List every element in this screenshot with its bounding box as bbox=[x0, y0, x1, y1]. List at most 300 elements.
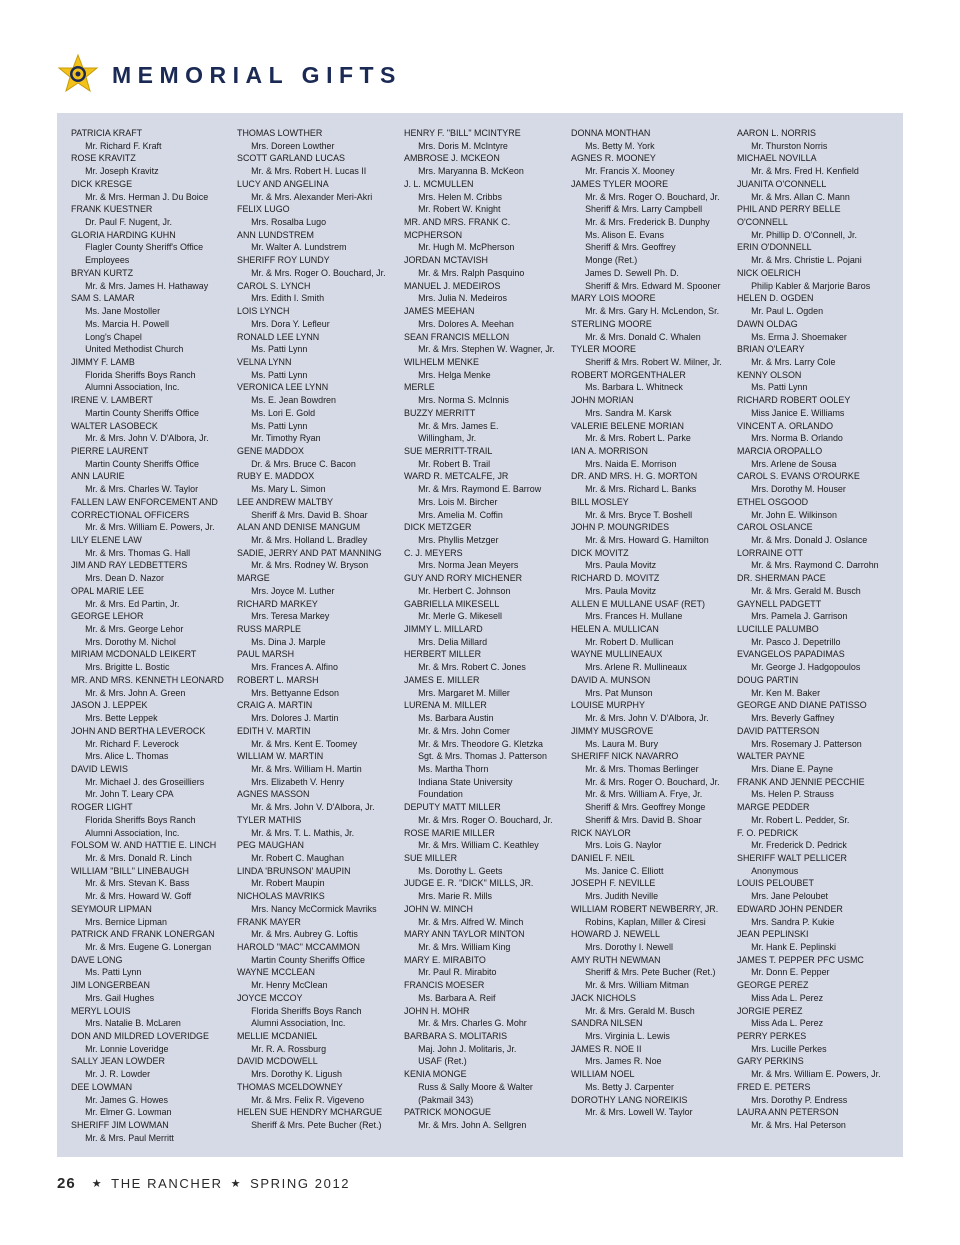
honoree-name: JEAN PEPLINSKI bbox=[737, 929, 809, 941]
donor-name: Ms. Marcia H. Powell bbox=[85, 318, 169, 330]
donor-name: Mr. & Mrs. Ed Partin, Jr. bbox=[85, 598, 180, 610]
donor-name: (Pakmail 343) bbox=[418, 1094, 474, 1106]
donor-name: Mrs. Dolores J. Martin bbox=[251, 713, 339, 725]
donor-name: Ms. Mary L. Simon bbox=[251, 484, 326, 496]
donor-name: Mrs. Lois M. Bircher bbox=[418, 496, 498, 508]
donor-name: Mrs. Edith I. Smith bbox=[251, 293, 325, 305]
donor-name: Mr. Herbert C. Johnson bbox=[418, 585, 511, 597]
honoree-name: JIM AND RAY LEDBETTERS bbox=[71, 560, 188, 572]
honoree-name: C. J. MEYERS bbox=[404, 547, 463, 559]
honoree-name: WILLIAM NOEL bbox=[571, 1069, 635, 1081]
donor-name: Mr. & Mrs. George Lehor bbox=[85, 624, 184, 636]
donor-name: Mr. & Mrs. Thomas Berlinger bbox=[585, 763, 699, 775]
honoree-name: HERBERT MILLER bbox=[404, 649, 482, 661]
honoree-name: PATRICIA KRAFT bbox=[71, 128, 143, 139]
honoree-name: OPAL MARIE LEE bbox=[71, 585, 144, 597]
donor-name: Mr. Elmer G. Lowman bbox=[85, 1107, 172, 1119]
honoree-name: JAMES TYLER MOORE bbox=[571, 178, 669, 190]
donor-name: Mr. & Mrs. Ralph Pasquino bbox=[418, 267, 525, 279]
donor-name: Anonymous bbox=[751, 865, 799, 877]
honoree-name: JOHN H. MOHR bbox=[404, 1005, 470, 1017]
honoree-name: SAM S. LAMAR bbox=[71, 293, 135, 305]
honoree-name: DAVID MCDOWELL bbox=[237, 1056, 318, 1068]
donor-name: Mrs. Dorothy I. Newell bbox=[585, 942, 673, 953]
honoree-name: MERLE bbox=[404, 382, 435, 394]
donor-name: Mr. & Mrs. Howard G. Hamilton bbox=[585, 535, 709, 546]
donor-name: Mrs. Beverly Gaffney bbox=[751, 713, 835, 725]
honoree-name: LOUIS PELOUBET bbox=[737, 878, 814, 890]
donor-name: Willingham, Jr. bbox=[418, 433, 477, 445]
honoree-name: JASON J. LEPPEK bbox=[71, 700, 148, 712]
honoree-name: ROGER LIGHT bbox=[71, 802, 133, 814]
donor-name: Mrs. Virginia L. Lewis bbox=[585, 1031, 670, 1043]
honoree-name: GENE MADDOX bbox=[237, 445, 304, 457]
honoree-name: SCOTT GARLAND LUCAS bbox=[237, 153, 346, 165]
donor-name: Mrs. Dolores A. Meehan bbox=[418, 318, 514, 330]
donor-name: Mr. & Mrs. John A. Green bbox=[85, 687, 186, 699]
honoree-name: SADIE, JERRY AND PAT MANNING bbox=[237, 547, 382, 559]
donor-name: Foundation bbox=[418, 789, 463, 801]
donor-name: Ms. E. Jean Bowdren bbox=[251, 395, 336, 407]
donor-name: Mrs. Brigitte L. Bostic bbox=[85, 662, 170, 674]
donor-name: Mr. & Mrs. William A. Frye, Jr. bbox=[585, 789, 703, 801]
donor-name: Dr. Paul F. Nugent, Jr. bbox=[85, 217, 172, 229]
page-number: 26 bbox=[57, 1174, 76, 1192]
separator-star-icon: ★ bbox=[91, 1177, 104, 1190]
donor-name: Mr. & Mrs. Raymond E. Barrow bbox=[418, 484, 542, 496]
honoree-name: PIERRE LAURENT bbox=[71, 445, 149, 457]
donor-name: Ms. Erma J. Shoemaker bbox=[751, 331, 847, 343]
donor-name: Mrs. Jane Peloubet bbox=[751, 891, 829, 903]
honoree-name: DEPUTY MATT MILLER bbox=[404, 802, 501, 814]
donor-name: Ms. Betty M. York bbox=[585, 140, 655, 152]
page-footer bbox=[57, 1173, 350, 1193]
donor-name: Mrs. Julia N. Medeiros bbox=[418, 293, 507, 305]
donor-name: Ms. Patti Lynn bbox=[251, 344, 308, 356]
donor-name: Mr. Phillip D. O'Connell, Jr. bbox=[751, 229, 858, 241]
honoree-name: PEG MAUGHAN bbox=[237, 840, 304, 852]
honoree-name: CRAIG A. MARTIN bbox=[237, 700, 313, 712]
donor-name: Mr. & Mrs. Alfred W. Minch bbox=[418, 916, 524, 928]
honoree-name: GLORIA HARDING KUHN bbox=[71, 229, 176, 241]
donor-name: Dr. & Mrs. Bruce C. Bacon bbox=[251, 458, 356, 470]
donor-name: Mr. & Mrs. Stephen W. Wagner, Jr. bbox=[418, 344, 555, 356]
donor-name: Sheriff & Mrs. Robert W. Milner, Jr. bbox=[585, 356, 722, 368]
donor-name: Ms. Dorothy L. Geets bbox=[418, 865, 503, 877]
donor-name: Mrs. Gail Hughes bbox=[85, 992, 155, 1004]
honoree-name: HOWARD J. NEWELL bbox=[571, 929, 660, 941]
honoree-name: STERLING MOORE bbox=[571, 318, 652, 330]
honoree-name: WARD R. METCALFE, JR bbox=[404, 471, 509, 483]
donor-name: Ms. Helen P. Strauss bbox=[751, 789, 834, 801]
honoree-name: MARY E. MIRABITO bbox=[404, 954, 486, 966]
donor-name: Martin County Sheriffs Office bbox=[85, 458, 199, 470]
honoree-name: KENNY OLSON bbox=[737, 369, 802, 381]
honoree-name: MARCIA OROPALLO bbox=[737, 445, 823, 457]
honoree-name: JIMMY L. MILLARD bbox=[404, 624, 483, 636]
memorial-column-5 bbox=[737, 128, 893, 1133]
honoree-name: F. O. PEDRICK bbox=[737, 827, 799, 839]
donor-name: Mrs. Amelia M. Coffin bbox=[418, 509, 503, 521]
donor-name: Mr. & Mrs. Robert H. Lucas II bbox=[251, 166, 367, 178]
donor-name: Long's Chapel bbox=[85, 331, 142, 343]
donor-name: Alumni Association, Inc. bbox=[85, 827, 180, 839]
donor-name: Mr. & Mrs. Charles W. Taylor bbox=[85, 484, 199, 496]
donor-name: Mr. & Mrs. Donald J. Oslance bbox=[751, 535, 868, 546]
honoree-name: MARY ANN TAYLOR MINTON bbox=[404, 929, 525, 941]
honoree-name: JUANITA O'CONNELL bbox=[737, 178, 827, 190]
honoree-name: EDWARD JOHN PENDER bbox=[737, 903, 843, 915]
donor-name: Mrs. Margaret M. Miller bbox=[418, 687, 510, 699]
donor-name: Mr. & Mrs. Howard W. Goff bbox=[85, 891, 192, 903]
honoree-name: RUBY E. MADDOX bbox=[237, 471, 315, 483]
honoree-name: WILHELM MENKE bbox=[404, 356, 479, 368]
honoree-name: VINCENT A. ORLANDO bbox=[737, 420, 834, 432]
donor-name: Mr. Paul L. Ogden bbox=[751, 306, 824, 318]
donor-name: Mr. & Mrs. Gerald M. Busch bbox=[751, 585, 861, 597]
honoree-name: LAURA ANN PETERSON bbox=[737, 1107, 839, 1119]
donor-name: Mrs. Doris M. McIntyre bbox=[418, 140, 508, 152]
donor-name: Mr. & Mrs. William E. Powers, Jr. bbox=[751, 1069, 881, 1081]
donor-name: Mrs. Frances A. Alfino bbox=[251, 662, 338, 674]
donor-name: Miss Ada L. Perez bbox=[751, 1018, 824, 1030]
honoree-name: MCPHERSON bbox=[404, 229, 463, 241]
donor-name: Mr. Pasco J. Depetrillo bbox=[751, 636, 841, 648]
honoree-name: BRYAN KURTZ bbox=[71, 267, 134, 279]
honoree-name: JAMES E. MILLER bbox=[404, 674, 480, 686]
donor-name: Mrs. Lucille Perkes bbox=[751, 1043, 827, 1055]
donor-name: Mr. & Mrs. William C. Keathley bbox=[418, 840, 539, 852]
honoree-name: FRANCIS MOESER bbox=[404, 980, 485, 992]
honoree-name: MARGE bbox=[237, 573, 270, 585]
donor-name: Mrs. Dora Y. Lefleur bbox=[251, 318, 330, 330]
donor-name: Russ & Sally Moore & Walter bbox=[418, 1081, 533, 1093]
honoree-name: FRED E. PETERS bbox=[737, 1081, 811, 1093]
donor-name: Sheriff & Mrs. Larry Campbell bbox=[585, 204, 703, 216]
donor-name: Ms. Martha Thorn bbox=[418, 763, 489, 775]
honoree-name: JIMMY F. LAMB bbox=[71, 356, 135, 368]
honoree-name: DONNA MONTHAN bbox=[571, 128, 651, 139]
honoree-name: HELEN D. OGDEN bbox=[737, 293, 814, 305]
honoree-name: WAYNE MULLINEAUX bbox=[571, 649, 663, 661]
honoree-name: LORRAINE OTT bbox=[737, 547, 803, 559]
honoree-name: O'CONNELL bbox=[737, 217, 788, 229]
donor-name: Mr. & Mrs. Fred H. Kenfield bbox=[751, 166, 859, 178]
donor-name: Mr. Robert L. Pedder, Sr. bbox=[751, 814, 850, 826]
donor-name: Mr. & Mrs. Herman J. Du Boice bbox=[85, 191, 209, 203]
donor-name: Mr. Hank E. Peplinski bbox=[751, 942, 836, 953]
donor-name: Mr. & Mrs. William H. Martin bbox=[251, 763, 362, 775]
honoree-name: JIMMY MUSGROVE bbox=[571, 725, 654, 737]
donor-name: Mr. & Mrs. William King bbox=[418, 942, 511, 953]
honoree-name: FELIX LUGO bbox=[237, 204, 290, 216]
donor-name: Mrs. Bettyanne Edson bbox=[251, 687, 339, 699]
donor-name: Mrs. Sandra M. Karsk bbox=[585, 407, 672, 419]
honoree-name: GAYNELL PADGETT bbox=[737, 598, 822, 610]
honoree-name: ROBERT L. MARSH bbox=[237, 674, 319, 686]
honoree-name: EVANGELOS PAPADIMAS bbox=[737, 649, 845, 661]
donor-name: Indiana State University bbox=[418, 776, 513, 788]
honoree-name: MERYL LOUIS bbox=[71, 1005, 131, 1017]
honoree-name: GUY AND RORY MICHENER bbox=[404, 573, 523, 585]
donor-name: Ms. Lori E. Gold bbox=[251, 407, 316, 419]
honoree-name: EDITH V. MARTIN bbox=[237, 725, 311, 737]
honoree-name: KENIA MONGE bbox=[404, 1069, 467, 1081]
donor-name: Mrs. Sandra P. Kukie bbox=[751, 916, 835, 928]
donor-name: Sgt. & Mrs. Thomas J. Patterson bbox=[418, 751, 547, 763]
donor-name: Mr. & Mrs. Eugene G. Lonergan bbox=[85, 942, 212, 953]
honoree-name: NICK OELRICH bbox=[737, 267, 801, 279]
donor-name: Mr. John E. Wilkinson bbox=[751, 509, 837, 521]
honoree-name: BARBARA S. MOLITARIS bbox=[404, 1031, 508, 1043]
donor-name: Maj. John J. Molitaris, Jr. bbox=[418, 1043, 517, 1055]
honoree-name: JOHN MORIAN bbox=[571, 395, 634, 407]
honoree-name: DR. SHERMAN PACE bbox=[737, 573, 826, 585]
donor-name: Mr. & Mrs. Theodore G. Kletzka bbox=[418, 738, 544, 750]
honoree-name: CAROL S. LYNCH bbox=[237, 280, 311, 292]
donor-name: Sheriff & Mrs. David B. Shoar bbox=[251, 509, 368, 521]
honoree-name: WILLIAM ROBERT NEWBERRY, JR. bbox=[571, 903, 719, 915]
donor-name: Mrs. Dorothy P. Endress bbox=[751, 1094, 848, 1106]
honoree-name: PERRY PERKES bbox=[737, 1031, 807, 1043]
honoree-name: WILLIAM "BILL" LINEBAUGH bbox=[71, 865, 190, 877]
donor-name: Ms. Barbara Austin bbox=[418, 713, 494, 725]
donor-name: Mr. Henry McClean bbox=[251, 980, 328, 992]
donor-name: Mrs. Norma S. McInnis bbox=[418, 395, 509, 407]
donor-name: Florida Sheriffs Boys Ranch bbox=[85, 369, 196, 381]
donor-name: Ms. Janice C. Elliott bbox=[585, 865, 664, 877]
donor-name: Martin County Sheriffs Office bbox=[85, 407, 199, 419]
honoree-name: WALTER PAYNE bbox=[737, 751, 805, 763]
donor-name: Ms. Patti Lynn bbox=[251, 369, 308, 381]
honoree-name: LUCILLE PALUMBO bbox=[737, 624, 819, 636]
honoree-name: IAN A. MORRISON bbox=[571, 445, 648, 457]
honoree-name: LINDA 'BRUNSON' MAUPIN bbox=[237, 865, 351, 877]
donor-name: Mr. & Mrs. Allan C. Mann bbox=[751, 191, 850, 203]
donor-name: Sheriff & Mrs. Pete Bucher (Ret.) bbox=[251, 1120, 382, 1132]
donor-name: Mrs. Teresa Markey bbox=[251, 611, 330, 623]
donor-name: Ms. Patti Lynn bbox=[85, 967, 142, 979]
honoree-name: HELEN SUE HENDRY MCHARGUE bbox=[237, 1107, 383, 1119]
donor-name: Alumni Association, Inc. bbox=[85, 382, 180, 394]
honoree-name: CAROL S. EVANS O'ROURKE bbox=[737, 471, 860, 483]
donor-name: Mrs. Pat Munson bbox=[585, 687, 653, 699]
honoree-name: GEORGE AND DIANE PATISSO bbox=[737, 700, 867, 712]
honoree-name: GEORGE PEREZ bbox=[737, 980, 809, 992]
donor-name: Mr. Richard F. Leverock bbox=[85, 738, 179, 750]
honoree-name: GABRIELLA MIKESELL bbox=[404, 598, 500, 610]
honoree-name: DAVID LEWIS bbox=[71, 763, 128, 775]
donor-name: Philip Kabler & Marjorie Baros bbox=[751, 280, 871, 292]
donor-name: Mr. Robert C. Maughan bbox=[251, 852, 344, 864]
donor-name: Mr. Walter A. Lundstrem bbox=[251, 242, 347, 254]
donor-name: Mr. & Mrs. Richard L. Banks bbox=[585, 484, 697, 496]
donor-name: Mr. & Mrs. Felix R. Vigeveno bbox=[251, 1094, 365, 1106]
donor-name: Mrs. Helen M. Cribbs bbox=[418, 191, 502, 203]
donor-name: Mrs. Elizabeth V. Henry bbox=[251, 776, 345, 788]
donor-name: Mrs. Naida E. Morrison bbox=[585, 458, 677, 470]
honoree-name: JOHN P. MOUNGRIDES bbox=[571, 522, 670, 534]
donor-name: Mr. John T. Leary CPA bbox=[85, 789, 174, 801]
honoree-name: DR. AND MRS. H. G. MORTON bbox=[571, 471, 698, 483]
honoree-name: DAVID PATTERSON bbox=[737, 725, 820, 737]
honoree-name: AGNES MASSON bbox=[237, 789, 310, 801]
honoree-name: MR. AND MRS. KENNETH LEONARD bbox=[71, 674, 224, 686]
donor-name: Mr. Hugh M. McPherson bbox=[418, 242, 515, 254]
donor-name: Robins, Kaplan, Miller & Ciresi bbox=[585, 916, 706, 928]
honoree-name: FRANK AND JENNIE PECCHIE bbox=[737, 776, 865, 788]
donor-name: Mr. & Mrs. Robert L. Parke bbox=[585, 433, 691, 445]
honoree-name: HENRY F. "BILL" MCINTYRE bbox=[404, 128, 521, 139]
honoree-name: LUCY AND ANGELINA bbox=[237, 178, 329, 190]
honoree-name: JAMES MEEHAN bbox=[404, 306, 475, 318]
honoree-name: JUDGE E. R. "DICK" MILLS, JR. bbox=[404, 878, 534, 890]
honoree-name: LURENA M. MILLER bbox=[404, 700, 487, 712]
honoree-name: ROBERT MORGENTHALER bbox=[571, 369, 686, 381]
honoree-name: DANIEL F. NEIL bbox=[571, 852, 635, 864]
donor-name: Mrs. Arlene de Sousa bbox=[751, 458, 837, 470]
honoree-name: MELLIE MCDANIEL bbox=[237, 1031, 318, 1043]
donor-name: Mr. & Mrs. Hal Peterson bbox=[751, 1120, 846, 1132]
donor-name: Mr. J. R. Lowder bbox=[85, 1069, 151, 1081]
honoree-name: BRIAN O'LEARY bbox=[737, 344, 805, 356]
donor-name: Mr. & Mrs. Donald C. Whalen bbox=[585, 331, 701, 343]
donor-name: Ms. Patti Lynn bbox=[251, 420, 308, 432]
honoree-name: MARGE PEDDER bbox=[737, 802, 810, 814]
donor-name: Flagler County Sheriff's Office bbox=[85, 242, 204, 254]
honoree-name: GEORGE LEHOR bbox=[71, 611, 144, 623]
donor-name: Mr. Timothy Ryan bbox=[251, 433, 321, 445]
donor-name: Mrs. Bette Leppek bbox=[85, 713, 158, 725]
donor-name: Florida Sheriffs Boys Ranch bbox=[85, 814, 196, 826]
donor-name: Mr. Frederick D. Pedrick bbox=[751, 840, 847, 852]
honoree-name: RICK NAYLOR bbox=[571, 827, 631, 839]
honoree-name: JORDAN MCTAVISH bbox=[404, 255, 489, 267]
donor-name: Mr. Robert B. Trail bbox=[418, 458, 491, 470]
honoree-name: RONALD LEE LYNN bbox=[237, 331, 320, 343]
donor-name: Mrs. Helga Menke bbox=[418, 369, 491, 381]
honoree-name: WALTER LASOBECK bbox=[71, 420, 158, 432]
donor-name: Mr. & Mrs. Raymond C. Darrohn bbox=[751, 560, 879, 572]
honoree-name: NICHOLAS MAVRIKS bbox=[237, 891, 325, 903]
honoree-name: DOROTHY LANG NOREIKIS bbox=[571, 1094, 688, 1106]
donor-name: Sheriff & Mrs. Edward M. Spooner bbox=[585, 280, 721, 292]
sheriff-star-icon bbox=[56, 53, 100, 97]
honoree-name: MANUEL J. MEDEIROS bbox=[404, 280, 501, 292]
page-header bbox=[56, 54, 402, 96]
honoree-name: JACK NICHOLS bbox=[571, 992, 637, 1004]
donor-name: Mrs. Maryanna B. McKeon bbox=[418, 166, 524, 178]
donor-name: Mr. & Mrs. Roger O. Bouchard, Jr. bbox=[251, 267, 386, 279]
honoree-name: DICK MOVITZ bbox=[571, 547, 629, 559]
honoree-name: BILL MOSLEY bbox=[571, 496, 629, 508]
donor-name: Mr. & Mrs. John V. D'Albora, Jr. bbox=[585, 713, 709, 725]
honoree-name: LOIS LYNCH bbox=[237, 306, 290, 318]
honoree-name: WILLIAM W. MARTIN bbox=[237, 751, 324, 763]
honoree-name: JOYCE MCCOY bbox=[237, 992, 303, 1004]
donor-name: Mrs. Dorothy M. Nichol bbox=[85, 636, 176, 648]
honoree-name: AARON L. NORRIS bbox=[737, 128, 816, 139]
separator-star-icon: ★ bbox=[230, 1177, 243, 1190]
donor-name: Mrs. Doreen Lowther bbox=[251, 140, 335, 152]
donor-name: Mr. R. A. Rossburg bbox=[251, 1043, 327, 1055]
donor-name: Mr. & Mrs. William Mitman bbox=[585, 980, 689, 992]
honoree-name: DOUG PARTIN bbox=[737, 674, 799, 686]
donor-name: Mr. & Mrs. Bryce T. Boshell bbox=[585, 509, 693, 521]
donor-name: Mrs. Arlene R. Mullineaux bbox=[585, 662, 687, 674]
donor-name: Sheriff & Mrs. Geoffrey Monge bbox=[585, 802, 706, 814]
honoree-name: HELEN A. MULLICAN bbox=[571, 624, 659, 636]
memorial-column-4 bbox=[571, 128, 727, 1120]
honoree-name: SEAN FRANCIS MELLON bbox=[404, 331, 510, 343]
donor-name: Mr. & Mrs. Gerald M. Busch bbox=[585, 1005, 695, 1017]
honoree-name: SEYMOUR LIPMAN bbox=[71, 903, 152, 915]
honoree-name: GARY PERKINS bbox=[737, 1056, 804, 1068]
donor-name: Mrs. Phyllis Metzger bbox=[418, 535, 499, 546]
donor-name: Mrs. Natalie B. McLaren bbox=[85, 1018, 181, 1030]
honoree-name: FRANK MAYER bbox=[237, 916, 301, 928]
honoree-name: TYLER MATHIS bbox=[237, 814, 302, 826]
donor-name: Mr. & Mrs. Robert C. Jones bbox=[418, 662, 526, 674]
donor-name: Ms. Barbara A. Reif bbox=[418, 992, 496, 1004]
donor-name: Mr. & Mrs. T. L. Mathis, Jr. bbox=[251, 827, 355, 839]
honoree-name: PHIL AND PERRY BELLE bbox=[737, 204, 841, 216]
donor-name: Sheriff & Mrs. David B. Shoar bbox=[585, 814, 702, 826]
donor-name: Mrs. Frances H. Mullane bbox=[585, 611, 683, 623]
donor-name: USAF (Ret.) bbox=[418, 1056, 467, 1068]
memorial-column-2 bbox=[237, 128, 393, 1133]
honoree-name: RICHARD ROBERT OOLEY bbox=[737, 395, 851, 407]
honoree-name: DAWN OLDAG bbox=[737, 318, 798, 330]
honoree-name: SHERIFF NICK NAVARRO bbox=[571, 751, 679, 763]
donor-name: Mr. Michael J. des Groseilliers bbox=[85, 776, 205, 788]
donor-name: Sheriff & Mrs. Pete Bucher (Ret.) bbox=[585, 967, 716, 979]
honoree-name: AGNES R. MOONEY bbox=[571, 153, 656, 165]
memorial-column-1 bbox=[71, 128, 227, 1146]
honoree-name: ALLEN E MULLANE USAF (RET) bbox=[571, 598, 705, 610]
honoree-name: JAMES R. NOE II bbox=[571, 1043, 642, 1055]
donor-name: Mr. & Mrs. William E. Powers, Jr. bbox=[85, 522, 215, 534]
honoree-name: AMBROSE J. MCKEON bbox=[404, 153, 500, 165]
donor-name: Mr. Paul R. Mirabito bbox=[418, 967, 497, 979]
donor-name: Mrs. Alice L. Thomas bbox=[85, 751, 169, 763]
page-title: MEMORIAL GIFTS bbox=[112, 61, 402, 88]
donor-name: Mr. Joseph Kravitz bbox=[85, 166, 159, 178]
donor-name: Mr. Richard F. Kraft bbox=[85, 140, 162, 152]
honoree-name: FRANK KUESTNER bbox=[71, 204, 153, 216]
donor-name: Mrs. Rosemary J. Patterson bbox=[751, 738, 862, 750]
donor-name: Mr. Lonnie Loveridge bbox=[85, 1043, 169, 1055]
donor-name: Mr. & Mrs. Gary H. McLendon, Sr. bbox=[585, 306, 720, 318]
donor-name: Mr. Robert D. Mullican bbox=[585, 636, 674, 648]
donor-name: Mr. & Mrs. Frederick B. Dunphy bbox=[585, 217, 710, 229]
donor-name: Mrs. James R. Noe bbox=[585, 1056, 662, 1068]
donor-name: Mr. & Mrs. Rodney W. Bryson bbox=[251, 560, 369, 572]
honoree-name: PAUL MARSH bbox=[237, 649, 295, 661]
honoree-name: DEE LOWMAN bbox=[71, 1081, 133, 1093]
donor-name: Mrs. Lois G. Naylor bbox=[585, 840, 662, 852]
donor-name: Mr. & Mrs. John V. D'Albora, Jr. bbox=[85, 433, 209, 445]
donor-name: Mrs. Nancy McCormick Mavriks bbox=[251, 903, 377, 915]
honoree-name: ROSE KRAVITZ bbox=[71, 153, 136, 165]
donor-name: Ms. Alison E. Evans bbox=[585, 229, 665, 241]
honoree-name: JIM LONGERBEAN bbox=[71, 980, 150, 992]
honoree-name: PATRICK MONOGUE bbox=[404, 1107, 491, 1119]
donor-name: Miss Janice E. Williams bbox=[751, 407, 845, 419]
donor-name: Mrs. Dorothy M. Houser bbox=[751, 484, 846, 496]
donor-name: Ms. Dina J. Marple bbox=[251, 636, 326, 648]
donor-name: Mrs. Judith Neville bbox=[585, 891, 659, 903]
